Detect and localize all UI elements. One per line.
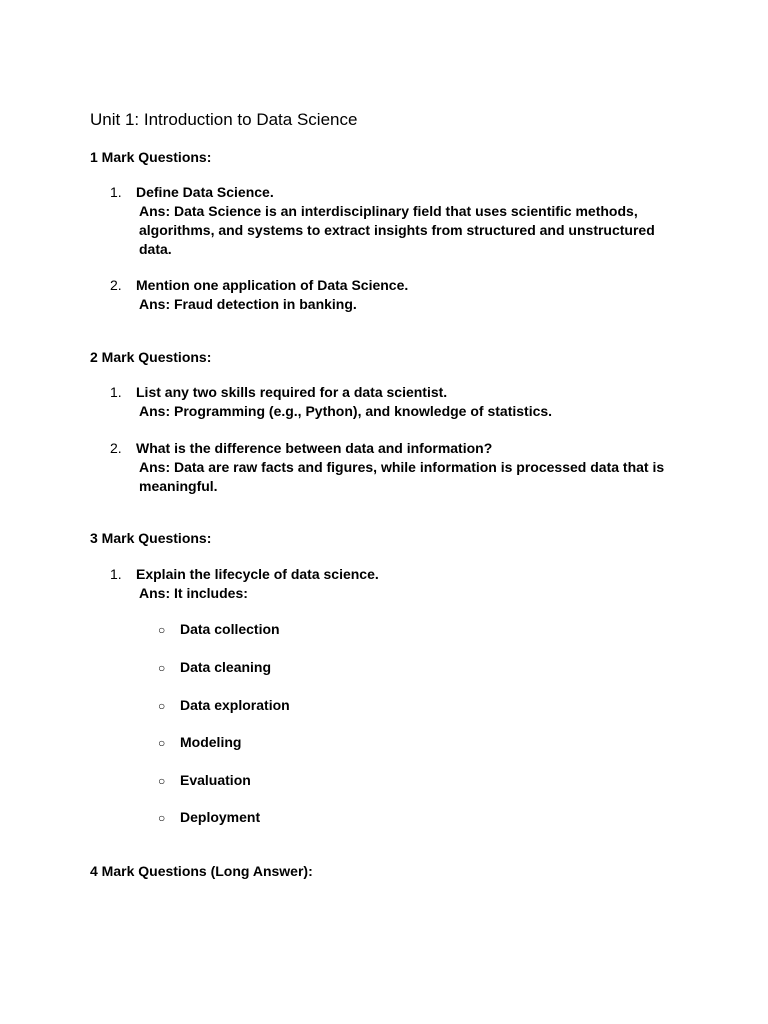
question-number: 2. [110,440,122,456]
question-text: Mention one application of Data Science. [136,277,409,293]
question-number: 1. [110,384,122,400]
question-number: 2. [110,277,122,293]
list-item [158,696,290,715]
list-item [158,658,271,677]
section-heading-2-mark: 2 Mark Questions: [90,349,212,365]
list-item [158,733,241,752]
hollow-circle-bullet-icon: ○ [158,736,166,750]
section-heading-3-mark: 3 Mark Questions: [90,530,212,546]
question-number: 1. [110,566,122,582]
list-item-label: Data cleaning [180,659,272,675]
list-item [158,620,280,639]
list-item-label: Data exploration [180,697,290,713]
list-item [158,808,260,827]
question-item [110,439,670,496]
list-item [158,771,251,790]
list-item-label: Modeling [180,734,242,750]
question-item [110,276,670,314]
list-item-label: Evaluation [180,772,251,788]
answer-text: Ans: It includes: [139,585,248,601]
list-item-label: Deployment [180,809,261,825]
answer-text: Ans: Data Science is an interdisciplinary field that uses scientific methods, algorithms, and systems to extract insights from structured and unstructured data. [139,203,655,257]
hollow-circle-bullet-icon: ○ [158,774,166,788]
question-text: What is the difference between data and information? [136,440,493,456]
question-item [110,565,670,603]
answer-text: Ans: Fraud detection in banking. [139,296,357,312]
section-heading-4-mark: 4 Mark Questions (Long Answer): [90,863,313,879]
answer-text: Ans: Programming (e.g., Python), and knowledge of statistics. [139,403,553,419]
answer-text: Ans: Data are raw facts and figures, while information is processed data that is meaningful. [139,459,665,494]
question-text: Explain the lifecycle of data science. [136,566,379,582]
hollow-circle-bullet-icon: ○ [158,699,166,713]
list-item-label: Data collection [180,621,280,637]
question-text: Define Data Science. [136,184,274,200]
section-heading-1-mark: 1 Mark Questions: [90,149,212,165]
hollow-circle-bullet-icon: ○ [158,811,166,825]
question-number: 1. [110,184,122,200]
question-item [110,183,670,259]
question-item [110,383,670,421]
page-title: Unit 1: Introduction to Data Science [90,110,358,129]
hollow-circle-bullet-icon: ○ [158,623,166,637]
hollow-circle-bullet-icon: ○ [158,661,166,675]
question-text: List any two skills required for a data scientist. [136,384,448,400]
